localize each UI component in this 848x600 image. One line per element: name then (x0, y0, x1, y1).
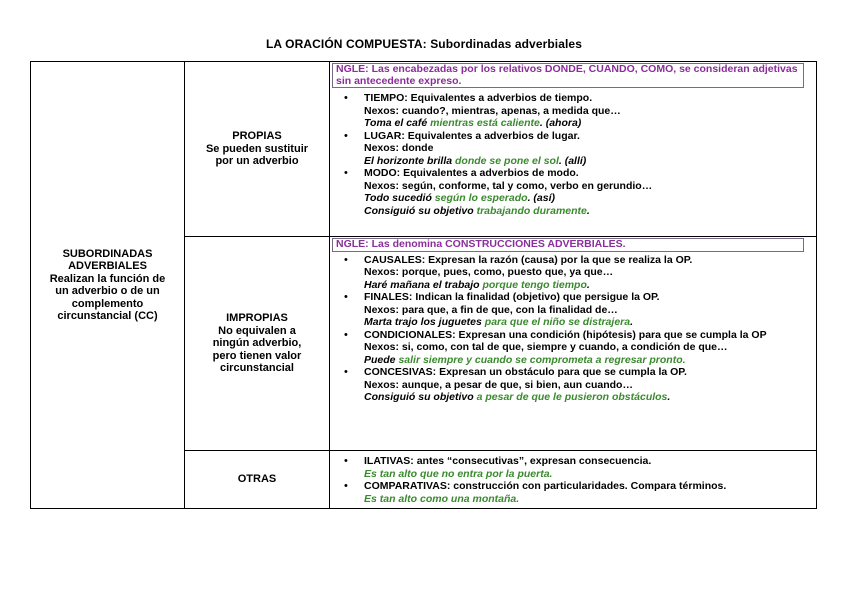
impropias-content (330, 237, 817, 451)
comparativas-heading: COMPARATIVAS: construcción con particularidades. Compara términos. (364, 480, 727, 492)
comparativas-example: Es tan alto como una montaña. (364, 492, 520, 505)
left-label-line: Realizan la función de (49, 272, 166, 285)
list-item-tiempo (364, 92, 812, 130)
finales-heading: FINALES: Indican la finalidad (objetivo) que persigue la OP. (364, 291, 660, 303)
tiempo-nexos: Nexos: cuando?, mientras, apenas, a medida que… (364, 104, 621, 117)
causales-example-end: . (586, 278, 590, 291)
left-label-line: un adverbio o de un (55, 285, 160, 297)
ngle-note-propias: NGLE: Las encabezadas por los relativos DONDE, CUANDO, COMO, se consideran adjetivas sin antecedente expreso. (332, 63, 804, 88)
modo-example-1-highlight: según lo esperado (434, 192, 528, 204)
causales-heading: CAUSALES: Expresan la razón (causa) por la que se realiza la OP. (364, 253, 693, 266)
left-label-line: SUBORDINADAS (62, 247, 153, 260)
list-item-modo (364, 167, 812, 217)
modo-example-2-highlight: trabajando duramente (476, 204, 587, 217)
impropias-label-line: No equivalen a (218, 324, 296, 337)
tiempo-example-highlight: mientras está caliente (430, 117, 540, 129)
row-propias (31, 62, 817, 237)
propias-label-cell (185, 62, 330, 237)
lugar-example-end: . (allí) (558, 154, 587, 167)
list-item-finales (364, 291, 812, 329)
ilativas-example: Es tan alto que no entra por la puerta. (364, 467, 553, 480)
left-label-line: ADVERBIALES (68, 260, 147, 272)
condicionales-example: Puede (364, 353, 399, 366)
modo-example-2-end: . (586, 204, 590, 217)
finales-example-end: . (630, 316, 634, 328)
condicionales-example-highlight: salir siempre y cuando se comprometa a regresar pronto. (398, 353, 686, 366)
left-label-cell (31, 62, 185, 509)
otras-content (330, 451, 817, 509)
list-item-ilativas (364, 455, 812, 480)
ngle-note-impropias: NGLE: Las denomina CONSTRUCCIONES ADVERBIALES. (332, 238, 804, 252)
tiempo-example: Toma el café (364, 117, 431, 129)
modo-example-1-end: . (así) (527, 192, 555, 204)
tiempo-example-end: . (ahora) (539, 117, 582, 129)
list-item-lugar (364, 130, 812, 168)
list-item-comparativas (364, 480, 812, 505)
causales-nexos: Nexos: porque, pues, como, puesto que, ya que… (364, 266, 614, 278)
modo-heading: MODO: Equivalentes a adverbios de modo. (364, 167, 579, 179)
list-item-concesivas (364, 366, 812, 404)
left-label-line: complemento (71, 297, 144, 310)
propias-label-line: PROPIAS (232, 130, 282, 143)
finales-example: Marta trajo los juguetes (364, 316, 485, 328)
tiempo-heading: TIEMPO: Equivalentes a adverbios de tiempo. (364, 92, 593, 104)
propias-list (332, 92, 812, 217)
concesivas-example-end: . (667, 391, 671, 403)
lugar-heading: LUGAR: Equivalentes a adverbios de lugar. (364, 129, 580, 142)
subordinadas-table (30, 61, 817, 509)
propias-label-line: Se pueden sustituir (205, 142, 309, 155)
modo-example-2: Consiguió su objetivo (364, 204, 477, 217)
concesivas-example-highlight: a pesar de que le pusieron obstáculos (476, 391, 668, 403)
propias-label-line: por un adverbio (215, 155, 299, 168)
lugar-nexos: Nexos: donde (364, 142, 434, 154)
list-item-condicionales (364, 329, 812, 367)
modo-nexos: Nexos: según, conforme, tal y como, verbo en gerundio… (364, 179, 653, 192)
propias-content (330, 62, 817, 237)
ilativas-heading: ILATIVAS: antes “consecutivas”, expresan consecuencia. (364, 455, 652, 467)
left-label-line: circunstancial (CC) (57, 310, 158, 322)
concesivas-example: Consiguió su objetivo (364, 391, 477, 403)
otras-label-cell (185, 451, 330, 509)
finales-nexos: Nexos: para que, a fin de que, con la finalidad de… (364, 303, 618, 316)
page-title: LA ORACIÓN COMPUESTA: Subordinadas adverbiales (266, 37, 582, 51)
impropias-label-line: IMPROPIAS (226, 312, 288, 325)
impropias-label-cell (185, 237, 330, 451)
concesivas-heading: CONCESIVAS: Expresan un obstáculo para que se cumpla la OP. (364, 366, 687, 378)
list-item-causales (364, 254, 812, 292)
impropias-label-line: circunstancial (220, 362, 294, 375)
modo-example-1: Todo sucedió (364, 192, 435, 204)
impropias-label-line: pero tienen valor (212, 349, 302, 362)
impropias-label-line: ningún adverbio, (212, 337, 302, 350)
finales-example-highlight: para que el niño se distrajera (484, 316, 631, 328)
lugar-example-highlight: donde se pone el sol (455, 154, 559, 167)
lugar-example: El horizonte brilla (364, 154, 456, 167)
otras-list (332, 455, 812, 505)
impropias-list (332, 254, 812, 404)
otras-label: OTRAS (237, 473, 277, 486)
causales-example-highlight: porque tengo tiempo (482, 278, 587, 291)
concesivas-nexos: Nexos: aunque, a pesar de que, si bien, aun cuando… (364, 378, 633, 391)
condicionales-heading: CONDICIONALES: Expresan una condición (hipótesis) para que se cumpla la OP (364, 328, 767, 341)
causales-example: Haré mañana el trabajo (364, 278, 483, 291)
condicionales-nexos: Nexos: si, como, con tal de que, siempre y cuando, a condición de que… (364, 341, 728, 353)
